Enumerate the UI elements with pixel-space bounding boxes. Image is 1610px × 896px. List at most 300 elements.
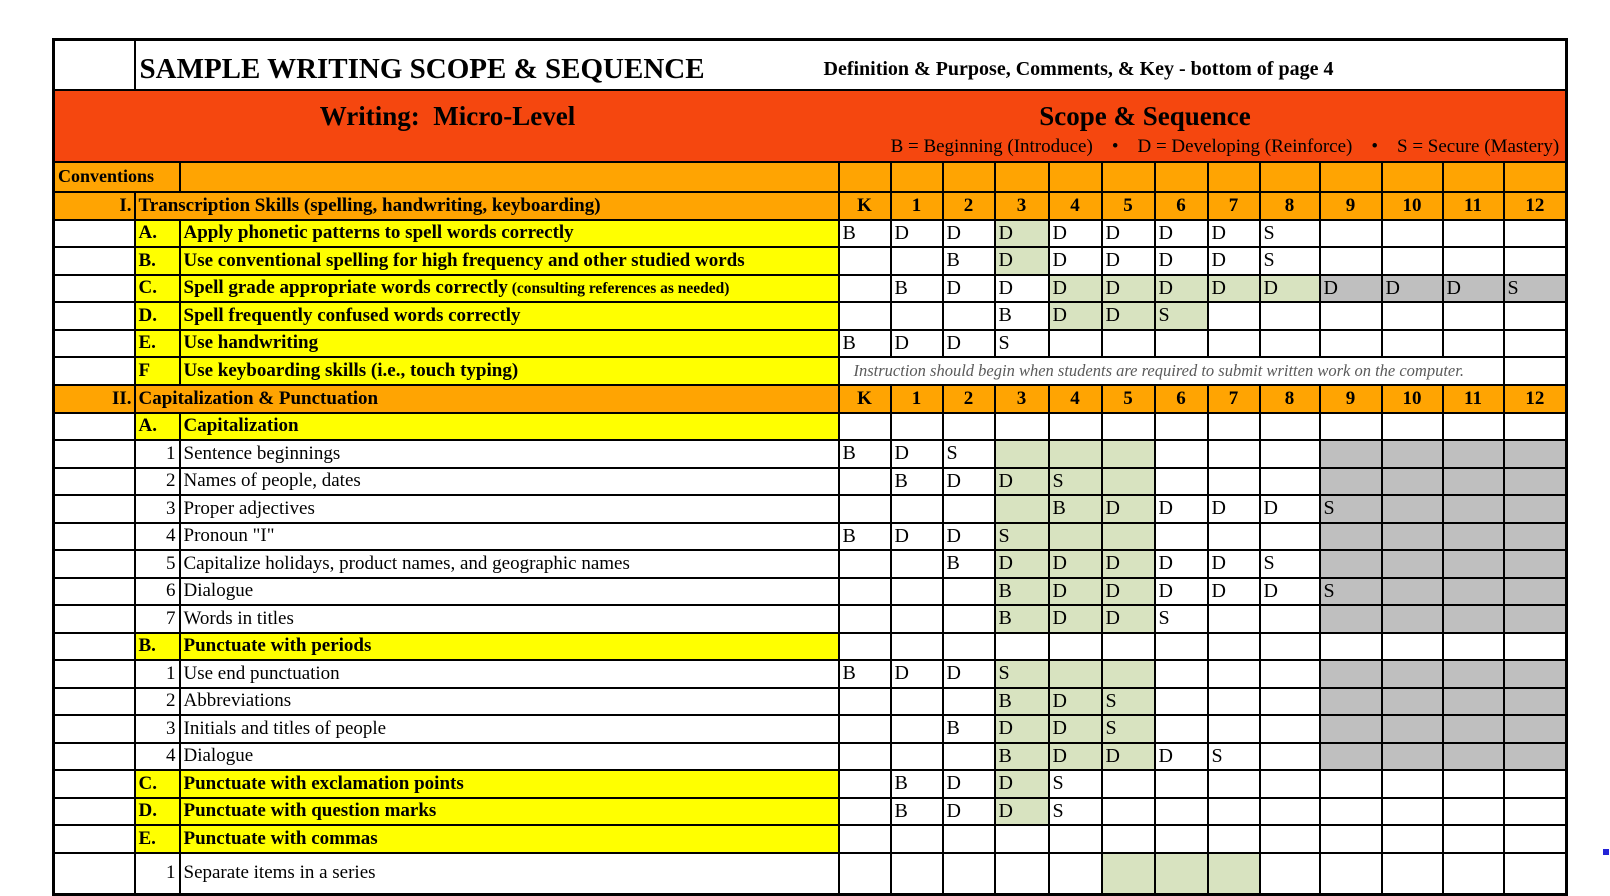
item-description: Initials and titles of people bbox=[180, 715, 839, 743]
grade-cell bbox=[839, 853, 891, 895]
row-gutter-cell bbox=[54, 220, 135, 248]
grade-cell bbox=[1504, 633, 1567, 661]
grade-cell: B bbox=[839, 220, 891, 248]
grade-cell: B bbox=[891, 770, 943, 798]
grade-cell bbox=[1504, 413, 1567, 441]
grade-header-cell: 7 bbox=[1208, 192, 1260, 220]
grade-cell bbox=[1504, 220, 1567, 248]
grade-cell bbox=[1208, 330, 1260, 358]
grade-cell: S bbox=[943, 440, 995, 468]
grade-cell bbox=[1443, 550, 1504, 578]
item-number: 6 bbox=[135, 578, 180, 606]
grade-cell: D bbox=[1049, 688, 1102, 716]
skill-letter: E. bbox=[135, 330, 180, 358]
grade-cell: D bbox=[1102, 495, 1155, 523]
sub-row bbox=[54, 302, 1567, 330]
grade-cell bbox=[839, 302, 891, 330]
skill-description: Punctuate with question marks bbox=[180, 798, 839, 826]
skill-letter: A. bbox=[135, 220, 180, 248]
skill-letter: B. bbox=[135, 247, 180, 275]
grade-cell: D bbox=[1049, 550, 1102, 578]
item-row bbox=[54, 660, 1567, 688]
grade-cell: S bbox=[1260, 247, 1320, 275]
grade-cell bbox=[1049, 825, 1102, 853]
grade-cell: D bbox=[1155, 550, 1208, 578]
grade-cell bbox=[891, 495, 943, 523]
grade-cell bbox=[1102, 633, 1155, 661]
grade-cell bbox=[1320, 220, 1382, 248]
grade-cell bbox=[1320, 743, 1382, 771]
skill-letter: F bbox=[135, 357, 180, 385]
grade-cell: D bbox=[891, 220, 943, 248]
row-gutter-cell bbox=[54, 825, 135, 853]
grade-cell bbox=[1443, 798, 1504, 826]
sub-row bbox=[54, 330, 1567, 358]
row-gutter-cell bbox=[54, 495, 135, 523]
grade-cell bbox=[839, 770, 891, 798]
grade-cell bbox=[943, 743, 995, 771]
grade-cell: D bbox=[943, 770, 995, 798]
grade-cell bbox=[1155, 825, 1208, 853]
grade-cell: D bbox=[1102, 247, 1155, 275]
conventions-label: Conventions bbox=[54, 162, 180, 192]
grade-cell: B bbox=[839, 660, 891, 688]
grade-cell bbox=[1382, 688, 1443, 716]
banner-row bbox=[54, 90, 1567, 162]
grade-cell bbox=[1208, 605, 1260, 633]
grade-cell bbox=[1155, 440, 1208, 468]
grade-cell: D bbox=[943, 330, 995, 358]
skill-description: Punctuate with exclamation points bbox=[180, 770, 839, 798]
grade-header-cell: K bbox=[839, 385, 891, 413]
grade-cell bbox=[1049, 330, 1102, 358]
grade-cell bbox=[943, 825, 995, 853]
row-gutter-cell bbox=[54, 413, 135, 441]
item-row bbox=[54, 523, 1567, 551]
stray-mark bbox=[1603, 849, 1609, 855]
row-gutter-cell bbox=[54, 523, 135, 551]
item-number: 4 bbox=[135, 743, 180, 771]
grade-cell: D bbox=[1102, 578, 1155, 606]
grade-cell bbox=[1443, 853, 1504, 895]
grade-cell: D bbox=[1208, 220, 1260, 248]
item-row bbox=[54, 853, 1567, 895]
grade-cell bbox=[1443, 523, 1504, 551]
grade-cell bbox=[1504, 495, 1567, 523]
grade-cell: S bbox=[995, 660, 1049, 688]
grade-cell bbox=[1443, 605, 1504, 633]
skill-letter: D. bbox=[135, 302, 180, 330]
grade-cell bbox=[1443, 578, 1504, 606]
grade-cell bbox=[1504, 440, 1567, 468]
row-gutter-cell bbox=[54, 578, 135, 606]
row-gutter-cell bbox=[54, 660, 135, 688]
grade-cell bbox=[1320, 633, 1382, 661]
grade-cell bbox=[1260, 633, 1320, 661]
grade-cell bbox=[1382, 743, 1443, 771]
grade-cell bbox=[891, 853, 943, 895]
grade-cell bbox=[1443, 743, 1504, 771]
grade-header-cell: 2 bbox=[943, 385, 995, 413]
item-row bbox=[54, 468, 1567, 496]
conventions-grade-cell bbox=[1382, 162, 1443, 192]
grade-header-cell: 12 bbox=[1504, 192, 1567, 220]
item-number: 7 bbox=[135, 605, 180, 633]
title-row bbox=[54, 40, 1567, 90]
grade-header-cell: 2 bbox=[943, 192, 995, 220]
grade-cell bbox=[1155, 715, 1208, 743]
item-description: Dialogue bbox=[180, 578, 839, 606]
item-description: Words in titles bbox=[180, 605, 839, 633]
grade-header-cell: 4 bbox=[1049, 385, 1102, 413]
grade-cell: D bbox=[995, 550, 1049, 578]
item-description: Proper adjectives bbox=[180, 495, 839, 523]
grade-cell: B bbox=[891, 798, 943, 826]
grade-header-cell: 11 bbox=[1443, 385, 1504, 413]
grade-cell bbox=[1382, 660, 1443, 688]
item-number: 2 bbox=[135, 468, 180, 496]
grade-cell bbox=[1260, 605, 1320, 633]
item-number: 5 bbox=[135, 550, 180, 578]
item-number: 1 bbox=[135, 440, 180, 468]
grade-cell bbox=[995, 413, 1049, 441]
grade-cell bbox=[839, 605, 891, 633]
grade-cell: D bbox=[1102, 605, 1155, 633]
grade-cell bbox=[891, 550, 943, 578]
item-row bbox=[54, 550, 1567, 578]
skill-description: Capitalization bbox=[180, 413, 839, 441]
item-number: 1 bbox=[135, 660, 180, 688]
grade-cell bbox=[839, 275, 891, 303]
grade-header-cell: 6 bbox=[1155, 192, 1208, 220]
grade-header-cell: 10 bbox=[1382, 192, 1443, 220]
item-number: 3 bbox=[135, 495, 180, 523]
grade-cell bbox=[1443, 688, 1504, 716]
row-gutter-cell bbox=[54, 853, 135, 895]
section-number: I. bbox=[54, 192, 135, 220]
grade-cell bbox=[1443, 302, 1504, 330]
grade-cell: D bbox=[943, 468, 995, 496]
grade-cell: D bbox=[995, 275, 1049, 303]
grade-cell bbox=[891, 413, 943, 441]
grade-cell: D bbox=[943, 523, 995, 551]
grade-cell bbox=[1155, 660, 1208, 688]
grade-cell bbox=[1382, 550, 1443, 578]
grade-header-cell: 4 bbox=[1049, 192, 1102, 220]
grade-cell bbox=[1504, 578, 1567, 606]
grade-header-cell: K bbox=[839, 192, 891, 220]
grade-cell bbox=[1320, 825, 1382, 853]
grade-cell bbox=[1049, 633, 1102, 661]
grade-cell bbox=[1260, 302, 1320, 330]
scope-sequence-sheet bbox=[52, 38, 1568, 896]
grade-cell bbox=[1443, 660, 1504, 688]
grade-cell bbox=[1504, 715, 1567, 743]
grade-cell: D bbox=[1102, 220, 1155, 248]
grade-cell: S bbox=[1504, 275, 1567, 303]
grade-cell: D bbox=[995, 715, 1049, 743]
grade-cell bbox=[1320, 660, 1382, 688]
grade-cell: S bbox=[1049, 798, 1102, 826]
row-gutter-cell bbox=[54, 275, 135, 303]
grade-cell bbox=[839, 688, 891, 716]
grade-cell bbox=[1382, 302, 1443, 330]
grade-header-cell: 12 bbox=[1504, 385, 1567, 413]
grade-cell bbox=[1504, 743, 1567, 771]
grade-cell: B bbox=[839, 440, 891, 468]
grade-cell bbox=[1320, 798, 1382, 826]
grade-cell: D bbox=[1049, 247, 1102, 275]
grade-header-cell: 6 bbox=[1155, 385, 1208, 413]
sub-row bbox=[54, 770, 1567, 798]
grade-cell bbox=[1208, 440, 1260, 468]
grade-cell: D bbox=[891, 330, 943, 358]
grade-cell: B bbox=[839, 523, 891, 551]
grade-cell: D bbox=[1260, 578, 1320, 606]
grade-header-cell: 9 bbox=[1320, 385, 1382, 413]
section-title: Transcription Skills (spelling, handwriting, keyboarding) bbox=[135, 192, 839, 220]
sub-row bbox=[54, 798, 1567, 826]
row-gutter-cell bbox=[54, 633, 135, 661]
grade-cell bbox=[1260, 770, 1320, 798]
skill-description: Spell frequently confused words correctly bbox=[180, 302, 839, 330]
grade-cell bbox=[1504, 468, 1567, 496]
grade-cell bbox=[1208, 660, 1260, 688]
grade-cell bbox=[1382, 523, 1443, 551]
item-description: Capitalize holidays, product names, and geographic names bbox=[180, 550, 839, 578]
section-title: Capitalization & Punctuation bbox=[135, 385, 839, 413]
grade-cell: D bbox=[1155, 220, 1208, 248]
grade-header-cell: 1 bbox=[891, 192, 943, 220]
grade-cell bbox=[891, 633, 943, 661]
grade-cell bbox=[1504, 770, 1567, 798]
grade-cell bbox=[1504, 825, 1567, 853]
grade-cell: D bbox=[1049, 605, 1102, 633]
grade-cell bbox=[1382, 247, 1443, 275]
grade-cell bbox=[891, 247, 943, 275]
grade-cell bbox=[995, 853, 1049, 895]
grade-cell: D bbox=[1155, 247, 1208, 275]
grade-cell bbox=[1443, 468, 1504, 496]
row-gutter-cell bbox=[54, 468, 135, 496]
conventions-grade-cell bbox=[1504, 162, 1567, 192]
grade-cell bbox=[1382, 633, 1443, 661]
grade-cell bbox=[1320, 440, 1382, 468]
conventions-grade-cell bbox=[1049, 162, 1102, 192]
grade-cell: D bbox=[995, 798, 1049, 826]
item-description: Dialogue bbox=[180, 743, 839, 771]
grade-cell: D bbox=[943, 660, 995, 688]
item-description: Pronoun "I" bbox=[180, 523, 839, 551]
grade-cell bbox=[1504, 357, 1567, 385]
grade-cell: S bbox=[1102, 715, 1155, 743]
sub-row bbox=[54, 220, 1567, 248]
grade-cell bbox=[1208, 798, 1260, 826]
skill-letter: A. bbox=[135, 413, 180, 441]
note-row bbox=[54, 357, 1567, 385]
scope-sequence-table bbox=[52, 38, 1568, 896]
grade-cell bbox=[1049, 440, 1102, 468]
grade-cell: D bbox=[1208, 550, 1260, 578]
grade-cell bbox=[1382, 413, 1443, 441]
grade-cell bbox=[1382, 468, 1443, 496]
grade-cell bbox=[1208, 413, 1260, 441]
conventions-grade-cell bbox=[1443, 162, 1504, 192]
grade-header-cell: 9 bbox=[1320, 192, 1382, 220]
grade-cell: D bbox=[1155, 743, 1208, 771]
grade-cell: B bbox=[943, 715, 995, 743]
grade-cell: D bbox=[1260, 275, 1320, 303]
grade-cell: D bbox=[1049, 578, 1102, 606]
skill-letter: C. bbox=[135, 275, 180, 303]
grade-cell: B bbox=[891, 468, 943, 496]
item-number: 2 bbox=[135, 688, 180, 716]
grade-cell: B bbox=[1049, 495, 1102, 523]
item-number: 3 bbox=[135, 715, 180, 743]
grade-cell bbox=[1155, 853, 1208, 895]
grade-cell bbox=[1102, 523, 1155, 551]
grade-header-cell: 1 bbox=[891, 385, 943, 413]
grade-cell: D bbox=[1102, 275, 1155, 303]
grade-cell: B bbox=[943, 247, 995, 275]
grade-header-cell: 5 bbox=[1102, 385, 1155, 413]
grade-cell bbox=[1382, 798, 1443, 826]
grade-cell bbox=[1504, 302, 1567, 330]
grade-cell bbox=[943, 578, 995, 606]
grade-cell bbox=[1443, 715, 1504, 743]
grade-header-cell: 10 bbox=[1382, 385, 1443, 413]
item-row bbox=[54, 605, 1567, 633]
grade-cell bbox=[1208, 715, 1260, 743]
row-gutter-cell bbox=[54, 247, 135, 275]
grade-cell bbox=[943, 302, 995, 330]
grade-cell bbox=[839, 468, 891, 496]
grade-cell bbox=[1504, 330, 1567, 358]
grade-header-cell: 8 bbox=[1260, 192, 1320, 220]
skill-description: Punctuate with commas bbox=[180, 825, 839, 853]
grade-cell bbox=[1102, 660, 1155, 688]
grade-cell: D bbox=[1382, 275, 1443, 303]
skill-description: Apply phonetic patterns to spell words correctly bbox=[180, 220, 839, 248]
grade-cell: D bbox=[943, 220, 995, 248]
row-gutter-cell bbox=[54, 550, 135, 578]
grade-cell: D bbox=[1208, 578, 1260, 606]
grade-cell bbox=[1049, 660, 1102, 688]
grade-cell: D bbox=[1049, 220, 1102, 248]
grade-cell bbox=[1260, 853, 1320, 895]
grade-cell bbox=[995, 495, 1049, 523]
grade-cell bbox=[1260, 660, 1320, 688]
instruction-note: Instruction should begin when students are required to submit written work on the computer. bbox=[839, 357, 1504, 385]
grade-cell bbox=[1102, 468, 1155, 496]
item-row bbox=[54, 743, 1567, 771]
grade-cell bbox=[1382, 825, 1443, 853]
grade-cell bbox=[1443, 495, 1504, 523]
grade-cell: B bbox=[943, 550, 995, 578]
grade-cell bbox=[1208, 633, 1260, 661]
row-gutter-cell bbox=[54, 440, 135, 468]
row-gutter-cell bbox=[54, 715, 135, 743]
grade-cell bbox=[1382, 495, 1443, 523]
grade-cell bbox=[1504, 660, 1567, 688]
grade-cell bbox=[1320, 770, 1382, 798]
grade-cell: D bbox=[1155, 578, 1208, 606]
grade-cell: D bbox=[1049, 743, 1102, 771]
grade-cell: D bbox=[1155, 495, 1208, 523]
grade-cell bbox=[1443, 413, 1504, 441]
grade-cell: D bbox=[995, 770, 1049, 798]
row-gutter-cell bbox=[54, 330, 135, 358]
title-cell bbox=[135, 40, 1567, 90]
grade-cell bbox=[1260, 330, 1320, 358]
grade-header-cell: 5 bbox=[1102, 192, 1155, 220]
grade-cell bbox=[1382, 770, 1443, 798]
grade-cell: D bbox=[1102, 743, 1155, 771]
grade-cell: B bbox=[995, 605, 1049, 633]
grade-cell bbox=[1208, 688, 1260, 716]
item-description: Names of people, dates bbox=[180, 468, 839, 496]
row-gutter-cell bbox=[54, 357, 135, 385]
grade-cell bbox=[1260, 825, 1320, 853]
grade-cell bbox=[943, 853, 995, 895]
grade-cell: S bbox=[1260, 220, 1320, 248]
grade-cell bbox=[943, 633, 995, 661]
grade-cell bbox=[1155, 468, 1208, 496]
grade-cell: D bbox=[891, 523, 943, 551]
grade-header-cell: 3 bbox=[995, 385, 1049, 413]
grade-cell bbox=[1155, 413, 1208, 441]
grade-cell bbox=[1382, 220, 1443, 248]
grade-header-cell: 3 bbox=[995, 192, 1049, 220]
grade-cell: D bbox=[1208, 495, 1260, 523]
grade-cell: D bbox=[1260, 495, 1320, 523]
grade-cell: B bbox=[995, 743, 1049, 771]
grade-cell: S bbox=[1320, 495, 1382, 523]
grade-header-cell: 7 bbox=[1208, 385, 1260, 413]
grade-cell: S bbox=[1102, 688, 1155, 716]
grade-cell: S bbox=[1049, 468, 1102, 496]
grade-cell bbox=[1504, 853, 1567, 895]
grade-cell bbox=[1443, 825, 1504, 853]
grade-cell bbox=[1102, 853, 1155, 895]
grade-cell bbox=[1504, 798, 1567, 826]
sub-row bbox=[54, 825, 1567, 853]
grade-cell bbox=[839, 633, 891, 661]
grade-cell: D bbox=[1049, 302, 1102, 330]
section-row bbox=[54, 192, 1567, 220]
conventions-grade-cell bbox=[1102, 162, 1155, 192]
grade-cell bbox=[1155, 688, 1208, 716]
grade-cell bbox=[891, 688, 943, 716]
item-row bbox=[54, 495, 1567, 523]
grade-cell bbox=[1443, 330, 1504, 358]
grade-cell: S bbox=[1155, 605, 1208, 633]
grade-cell bbox=[839, 578, 891, 606]
grade-cell: B bbox=[891, 275, 943, 303]
grade-cell bbox=[1155, 798, 1208, 826]
grade-cell: D bbox=[1155, 275, 1208, 303]
skill-description: Use conventional spelling for high frequency and other studied words bbox=[180, 247, 839, 275]
row-gutter-cell bbox=[54, 743, 135, 771]
grade-cell: B bbox=[995, 578, 1049, 606]
skill-description: Spell grade appropriate words correctly (consulting references as needed) bbox=[180, 275, 839, 303]
grade-cell bbox=[995, 440, 1049, 468]
grade-cell bbox=[1260, 468, 1320, 496]
skill-description-note: (consulting references as needed) bbox=[507, 280, 730, 298]
grade-cell bbox=[891, 715, 943, 743]
sub-row bbox=[54, 633, 1567, 661]
item-row bbox=[54, 715, 1567, 743]
